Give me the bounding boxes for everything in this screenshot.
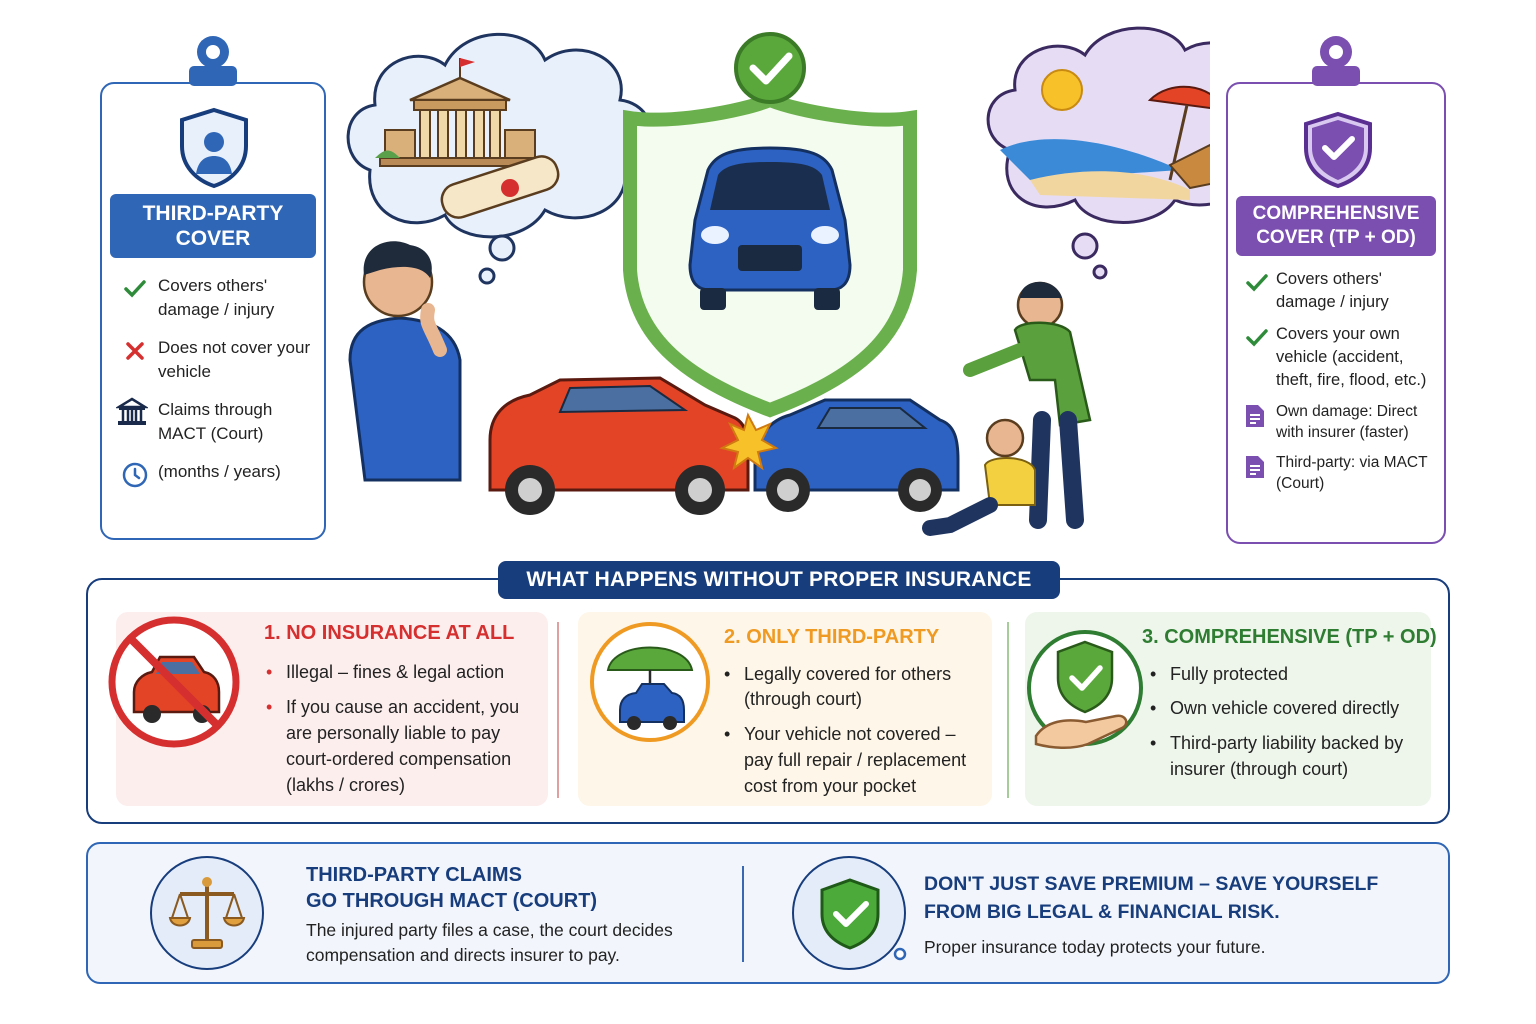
- document-icon: [1244, 403, 1266, 429]
- list-item: • If you cause an accident, you are personally liable to pay court-ordered compensation (lakhs / crores): [266, 697, 520, 795]
- green-check-shield-icon: [814, 876, 886, 952]
- list-item: Third-party: via MACT (Court): [1242, 452, 1434, 494]
- cross-icon: [122, 338, 148, 364]
- panel-2-list: [724, 662, 988, 799]
- list-item: Claims through MACT (Court): [116, 398, 314, 446]
- beach-thought-cloud-icon: [988, 28, 1210, 278]
- list-item: • Third-party liability backed by insurer (through court): [1150, 733, 1404, 779]
- list-item: • Your vehicle not covered – pay full repair / replacement cost from your pocket: [724, 724, 967, 796]
- umbrella-car-icon: [586, 618, 714, 746]
- list-item: • Illegal – fines & legal action: [266, 662, 505, 682]
- save-yourself-title: DON'T JUST SAVE PREMIUM – SAVE YOURSELF FROM BIG LEGAL & FINANCIAL RISK.: [924, 873, 1379, 923]
- check-icon: [122, 276, 148, 302]
- panel-1-list: [266, 660, 546, 798]
- check-icon: [1244, 325, 1270, 351]
- clipboard-clip-icon: [183, 32, 243, 100]
- document-icon: [1244, 454, 1266, 480]
- scales-icon-circle: [150, 856, 264, 970]
- connector-dot-icon: [890, 944, 910, 964]
- third-party-cover-card: [100, 82, 326, 540]
- panel-3-title: 3. COMPREHENSIVE (TP + OD): [1142, 626, 1437, 648]
- divider: [1007, 622, 1009, 798]
- list-item: Covers others' damage / injury: [1242, 268, 1434, 314]
- clock-icon: [122, 462, 148, 488]
- third-party-features-list: [116, 274, 314, 498]
- list-item: Covers others' damage / injury: [116, 274, 314, 322]
- list-item: Own damage: Direct with insurer (faster): [1242, 401, 1434, 443]
- court-building-icon: [116, 396, 148, 428]
- list-item: • Own vehicle covered directly: [1150, 698, 1400, 718]
- list-item: Covers your own vehicle (accident, theft, fire, flood, etc.): [1242, 323, 1434, 392]
- accident-illustration: [330, 20, 1210, 550]
- list-item: • Fully protected: [1150, 664, 1289, 684]
- justice-scales-icon: [166, 872, 248, 954]
- mact-claims-text: The injured party files a case, the court decides compensation and directs insurer to pay.: [306, 920, 673, 965]
- user-shield-icon: [176, 106, 252, 190]
- list-item: Does not cover your vehicle: [116, 336, 314, 384]
- panel-2-title: 2. ONLY THIRD-PARTY: [724, 626, 940, 648]
- list-item: • Legally covered for others (through court): [724, 664, 952, 709]
- protected-hand-shield-icon: [1026, 626, 1144, 758]
- list-item: (months / years): [116, 460, 314, 484]
- car-crash-icon: [490, 378, 958, 515]
- worried-man-icon: [350, 241, 460, 480]
- divider: [742, 866, 744, 962]
- clipboard-clip-icon: [1306, 32, 1366, 100]
- third-party-title: THIRD-PARTY COVER: [110, 194, 316, 258]
- section-title: WHAT HAPPENS WITHOUT PROPER INSURANCE: [498, 561, 1060, 599]
- check-icon: [1244, 270, 1270, 296]
- comprehensive-cover-card: [1226, 82, 1446, 544]
- panel-1-title: 1. NO INSURANCE AT ALL: [264, 622, 515, 644]
- protection-shield-icon: [630, 34, 910, 410]
- comprehensive-title: COMPREHENSIVE COVER (TP + OD): [1236, 196, 1436, 256]
- divider: [557, 622, 559, 798]
- check-shield-icon: [1300, 110, 1376, 190]
- mact-claims-title: THIRD-PARTY CLAIMS GO THROUGH MACT (COURT): [306, 864, 598, 912]
- shield-icon-circle: [792, 856, 906, 970]
- panel-3-list: [1150, 662, 1432, 782]
- save-yourself-text: Proper insurance today protects your future.: [924, 937, 1266, 957]
- comprehensive-features-list: [1242, 268, 1434, 503]
- no-car-icon: [104, 612, 244, 752]
